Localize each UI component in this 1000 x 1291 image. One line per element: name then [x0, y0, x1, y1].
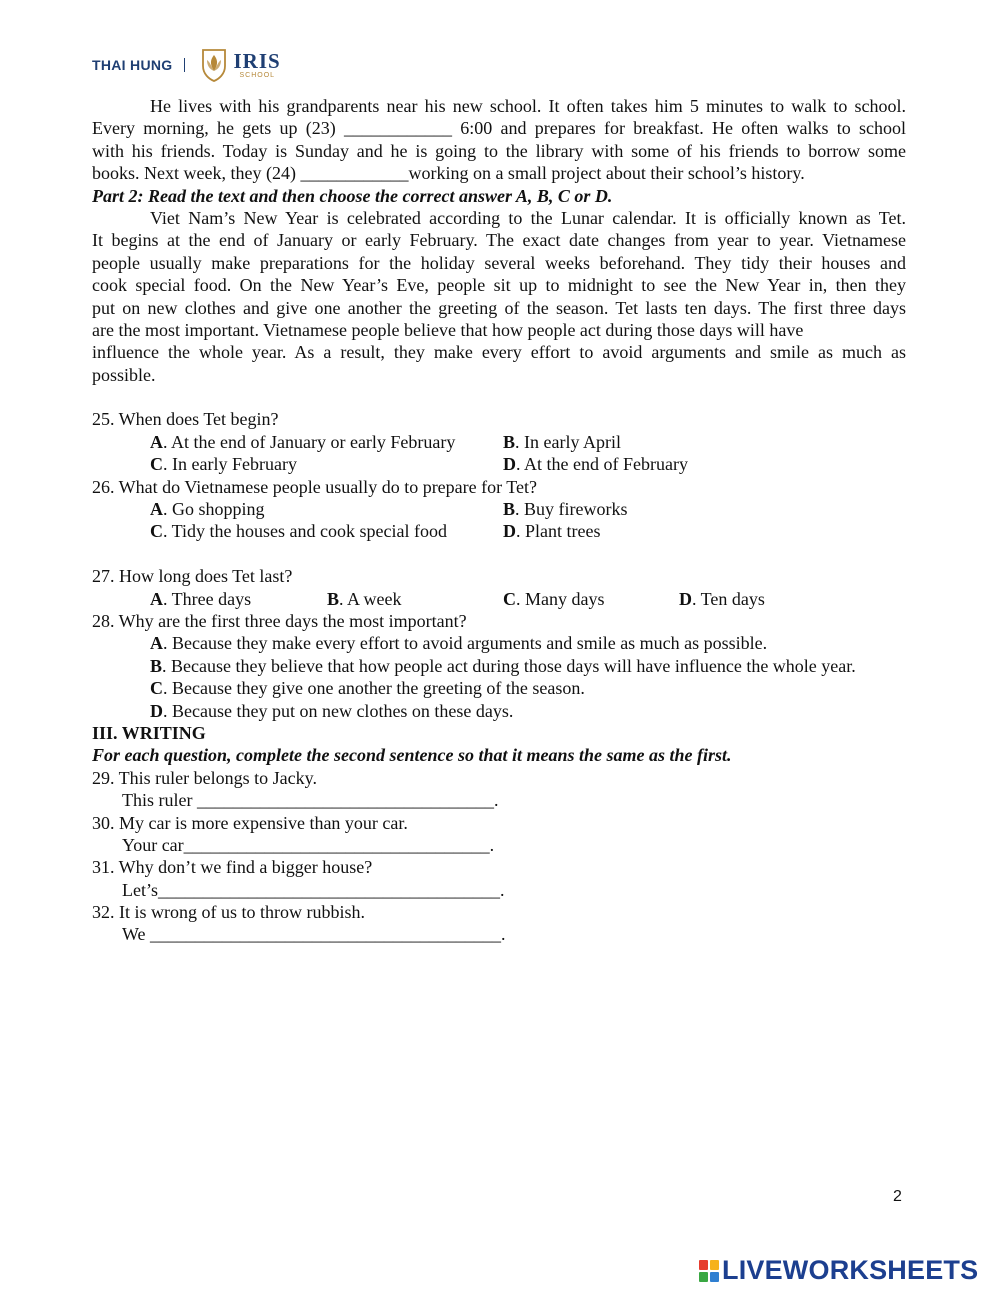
reading-line: possible. — [92, 364, 156, 385]
question-30: 30. My car is more expensive than your car. — [92, 812, 408, 833]
option-c[interactable]: C. Tidy the houses and cook special food — [150, 521, 447, 542]
answer-field-31[interactable]: Let’s______________________________________. — [122, 879, 505, 900]
reading-line: people usually make preparations for the holiday several weeks beforehand. They tidy their houses and — [92, 252, 906, 273]
passage-line: with his friends. Today is Sunday and he is going to the library with some of his friends to borrow some — [92, 140, 906, 161]
question-31: 31. Why don’t we find a bigger house? — [92, 857, 373, 878]
option-b[interactable]: B. Buy fireworks — [503, 499, 628, 520]
school-logo — [92, 47, 281, 83]
writing-instruction: For each question, complete the second sentence so that it means the same as the first. — [92, 745, 732, 766]
reading-line: influence the whole year. As a result, they make every effort to avoid arguments and smile as much as — [92, 342, 906, 363]
writing-heading: III. WRITING — [92, 722, 206, 743]
question-27: 27. How long does Tet last? — [92, 566, 293, 587]
liveworksheets-blocks-icon — [699, 1260, 719, 1282]
option-b[interactable]: B. In early April — [503, 431, 621, 452]
option-d[interactable]: D. Because they put on new clothes on these days. — [150, 700, 514, 721]
passage-line: Every morning, he gets up (23) ____________ 6:00 and prepares for breakfast. He often walks to school — [92, 118, 906, 139]
crest-icon — [201, 48, 227, 82]
spacer — [92, 543, 906, 565]
option-b[interactable]: B. A week — [327, 588, 402, 609]
answer-field-29[interactable]: This ruler _________________________________. — [122, 790, 499, 811]
passage-line: books. Next week, they (24) ____________working on a small project about their school’s history. — [92, 163, 805, 184]
worksheet-page — [92, 95, 906, 946]
reading-line: cook special food. On the New Year’s Eve, people sit up to midnight to see the New Year in, then they — [92, 275, 906, 296]
question-29: 29. This ruler belongs to Jacky. — [92, 767, 317, 788]
options-row — [92, 520, 906, 542]
spacer — [92, 386, 906, 408]
liveworksheets-logo — [699, 1255, 978, 1286]
part2-heading: Part 2: Read the text and then choose the correct answer A, B, C or D. — [92, 185, 613, 206]
answer-field-30[interactable]: Your car__________________________________. — [122, 834, 495, 855]
option-c[interactable]: C. In early February — [150, 454, 297, 475]
reading-line: are the most important. Vietnamese people believe that how people act during those days will have — [92, 319, 804, 340]
question-26: 26. What do Vietnamese people usually do to prepare for Tet? — [92, 476, 538, 497]
passage-line: He lives with his grandparents near his new school. It often takes him 5 minutes to walk to school. — [150, 96, 906, 116]
reading-line: Viet Nam’s New Year is celebrated according to the Lunar calendar. It is officially known as Tet. — [150, 207, 906, 228]
option-d[interactable]: D. At the end of February — [503, 454, 688, 475]
question-25: 25. When does Tet begin? — [92, 409, 279, 430]
option-b[interactable]: B. Because they believe that how people act during those days will have influence the whole year. — [150, 655, 856, 676]
option-a[interactable]: A. Because they make every effort to avoid arguments and smile as much as possible. — [150, 633, 768, 654]
iris-logo — [233, 51, 280, 79]
logo-subtext: SCHOOL — [239, 72, 276, 79]
option-a[interactable]: A. Go shopping — [150, 499, 265, 520]
logo-text: IRIS — [233, 49, 281, 73]
option-d[interactable]: D. Plant trees — [503, 521, 601, 542]
options-row — [92, 453, 906, 475]
page-number: 2 — [893, 1188, 902, 1205]
answer-field-32[interactable]: We _______________________________________. — [122, 924, 506, 945]
reading-line: put on new clothes and give one another the greeting of the season. Tet lasts ten days. The first three days — [92, 297, 906, 318]
option-a[interactable]: A. Three days — [150, 588, 252, 609]
option-d[interactable]: D. Ten days — [679, 588, 765, 609]
option-c[interactable]: C. Because they give one another the greeting of the season. — [150, 678, 585, 699]
options-row — [92, 498, 906, 520]
reading-line: It begins at the end of January or early February. The exact date changes from year to year. Vietnamese — [92, 230, 906, 251]
question-28: 28. Why are the first three days the most important? — [92, 610, 467, 631]
school-name: THAI HUNG — [92, 57, 173, 73]
option-a[interactable]: A. At the end of January or early February — [150, 431, 456, 452]
logo-separator — [184, 58, 185, 72]
option-c[interactable]: C. Many days — [503, 588, 605, 609]
liveworksheets-brand: LIVEWORKSHEETS — [722, 1255, 979, 1285]
question-32: 32. It is wrong of us to throw rubbish. — [92, 902, 365, 923]
options-row — [92, 588, 906, 610]
options-row — [92, 431, 906, 453]
